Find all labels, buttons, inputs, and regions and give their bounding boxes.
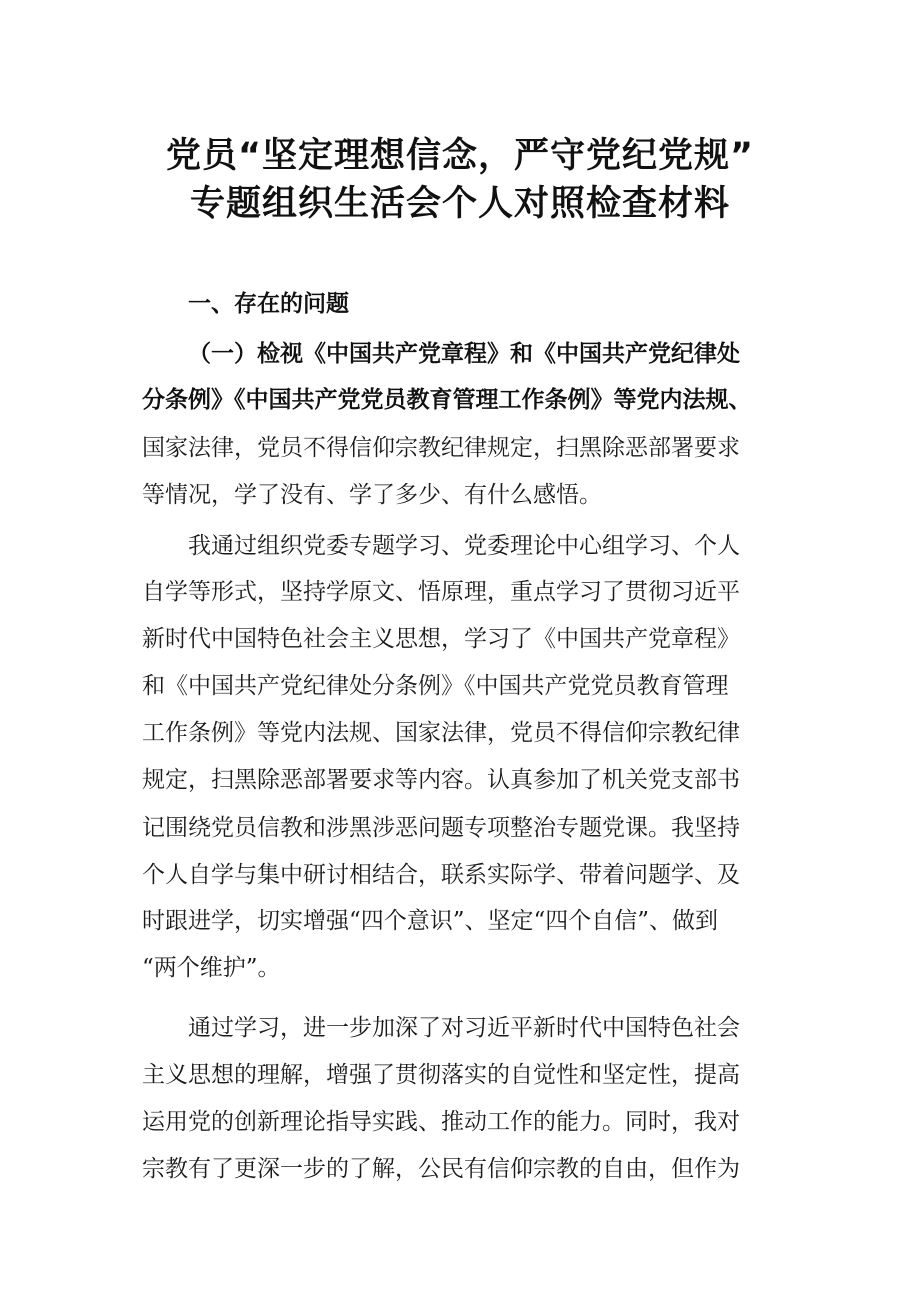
body-text-line: 时跟进学，切实增强“四个意识”、坚定“四个自信”、做到 [142, 908, 719, 934]
body-text-line: 等情况，学了没有、学了多少、有什么感悟。 [142, 482, 602, 508]
body-text-line: 运用党的创新理论指导实践、推动工作的能力。同时，我对 [142, 1109, 740, 1135]
document-title-line-1: 党员“坚定理想信念，严守党纪党规” [165, 136, 754, 176]
subsection-heading-line: 分条例》《中国共产党党员教育管理工作条例》等党内法规、 [142, 387, 752, 413]
body-text-line: “两个维护”。 [142, 955, 281, 981]
body-text-line: 主义思想的理解，增强了贯彻落实的自觉性和坚定性，提高 [142, 1062, 740, 1088]
body-text-line: 新时代中国特色社会主义思想，学习了《中国共产党章程》 [142, 626, 740, 652]
body-text-line: 国家法律，党员不得信仰宗教纪律规定，扫黑除恶部署要求 [142, 435, 740, 461]
document-title-line-2: 专题组织生活会个人对照检查材料 [189, 184, 730, 224]
body-text-line: 和《中国共产党纪律处分条例》《中国共产党党员教育管理 [142, 673, 729, 699]
subsection-heading-line: （一）检视《中国共产党章程》和《中国共产党纪律处 [188, 341, 740, 367]
body-text-line: 个人自学与集中研讨相结合，联系实际学、带着问题学、及 [142, 862, 740, 888]
section-heading: 一、存在的问题 [188, 291, 349, 317]
body-text-line: 我通过组织党委专题学习、党委理论中心组学习、个人 [188, 533, 740, 559]
body-text-line: 记围绕党员信教和涉黑涉恶问题专项整治专题党课。我坚持 [142, 815, 740, 841]
body-text-line: 宗教有了更深一步的了解，公民有信仰宗教的自由，但作为 [142, 1156, 740, 1182]
body-text-line: 工作条例》等党内法规、国家法律，党员不得信仰宗教纪律 [142, 720, 740, 746]
body-text-line: 通过学习，进一步加深了对习近平新时代中国特色社会 [188, 1015, 740, 1041]
body-text-line: 规定，扫黑除恶部署要求等内容。认真参加了机关党支部书 [142, 767, 740, 793]
body-text-line: 自学等形式，坚持学原文、悟原理，重点学习了贯彻习近平 [142, 579, 740, 605]
